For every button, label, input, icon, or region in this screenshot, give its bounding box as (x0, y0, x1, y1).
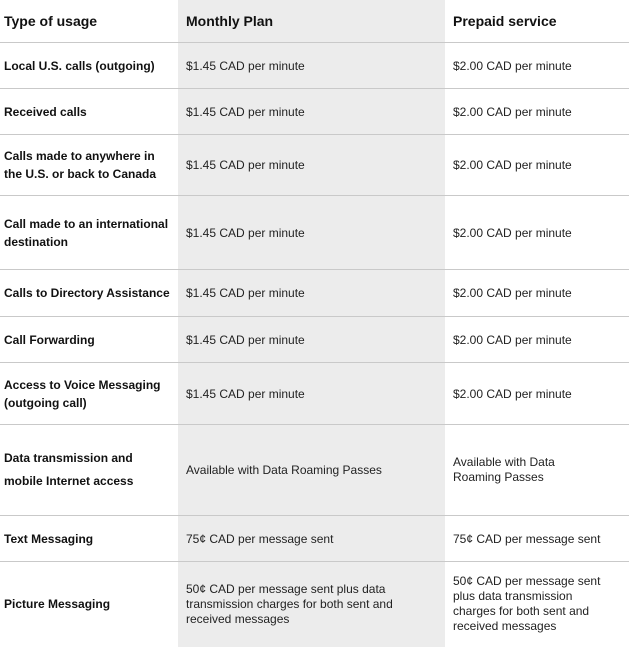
header-type-of-usage: Type of usage (0, 0, 178, 43)
prepaid-rate-cell: $2.00 CAD per minute (445, 317, 629, 363)
usage-cell: Received calls (0, 89, 178, 135)
table-row (0, 363, 629, 425)
monthly-rate-cell: $1.45 CAD per minute (178, 135, 445, 196)
usage-cell: Data transmission and mobile Internet access (0, 425, 178, 516)
table-row (0, 135, 629, 196)
usage-cell: Call made to an international destination (0, 196, 178, 270)
table-header-row (0, 0, 629, 43)
table-row (0, 43, 629, 89)
table-row (0, 196, 629, 270)
table-row (0, 425, 629, 516)
header-monthly-plan: Monthly Plan (178, 0, 445, 43)
prepaid-rate-cell (445, 562, 629, 647)
prepaid-rate-cell: $2.00 CAD per minute (445, 363, 629, 425)
table-row (0, 317, 629, 363)
table-row (0, 516, 629, 562)
usage-cell: Picture Messaging (4, 597, 111, 612)
prepaid-rate-text: Available with Data Roaming Passes (453, 455, 555, 484)
monthly-rate-cell: 75¢ CAD per message sent (178, 516, 445, 562)
prepaid-rate-cell: $2.00 CAD per minute (445, 43, 629, 89)
table-row (0, 562, 629, 647)
prepaid-rate-cell (445, 425, 629, 516)
monthly-rate-cell: $1.45 CAD per minute (178, 363, 445, 425)
prepaid-rate-text: 50¢ CAD per message sent plus data transmission charges for both sent and received messages (453, 574, 601, 634)
header-prepaid-service: Prepaid service (445, 0, 629, 43)
table-row (0, 270, 629, 317)
prepaid-rate-cell: 75¢ CAD per message sent (445, 516, 629, 562)
monthly-rate-cell: Available with Data Roaming Passes (178, 425, 445, 516)
monthly-rate-cell: $1.45 CAD per minute (178, 89, 445, 135)
usage-cell: Local U.S. calls (outgoing) (0, 43, 178, 89)
monthly-rate-cell: $1.45 CAD per minute (178, 317, 445, 363)
table-row (0, 89, 629, 135)
prepaid-rate-cell: $2.00 CAD per minute (445, 270, 629, 317)
usage-cell: Calls made to anywhere in the U.S. or back to Canada (0, 135, 178, 196)
monthly-rate-text: 50¢ CAD per message sent plus data transmission charges for both sent and received messages (186, 581, 393, 626)
prepaid-rate-cell: $2.00 CAD per minute (445, 89, 629, 135)
prepaid-rate-cell: $2.00 CAD per minute (445, 135, 629, 196)
usage-cell: Calls to Directory Assistance (0, 270, 178, 317)
usage-cell: Call Forwarding (0, 317, 178, 363)
usage-cell: Text Messaging (0, 516, 178, 562)
monthly-rate-cell (178, 562, 445, 647)
monthly-rate-cell: $1.45 CAD per minute (178, 196, 445, 270)
monthly-rate-cell: $1.45 CAD per minute (178, 270, 445, 317)
prepaid-rate-cell: $2.00 CAD per minute (445, 196, 629, 270)
monthly-rate-cell: $1.45 CAD per minute (178, 43, 445, 89)
usage-cell: Access to Voice Messaging (outgoing call) (0, 363, 178, 425)
